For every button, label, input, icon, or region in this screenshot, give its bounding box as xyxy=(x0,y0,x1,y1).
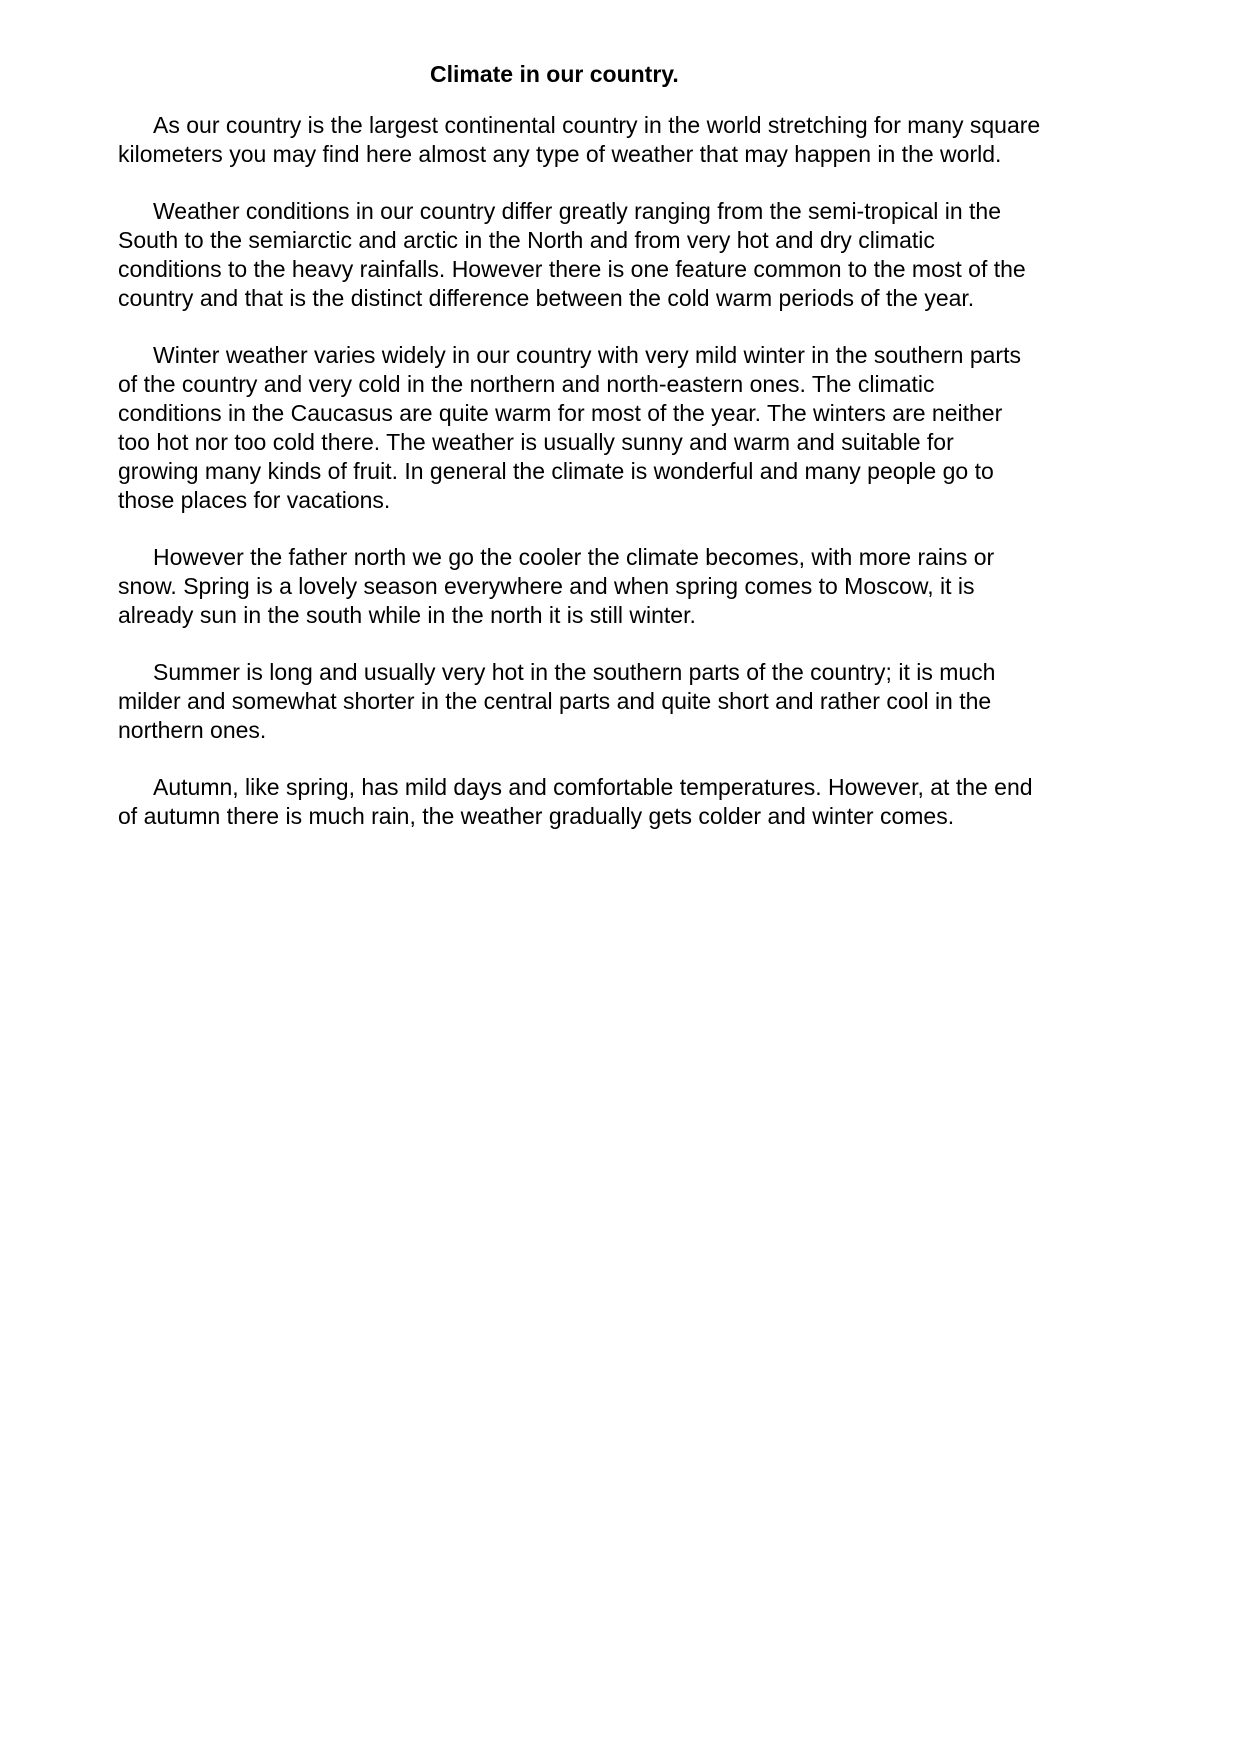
paragraph-line: milder and somewhat shorter in the central parts and quite short and rather cool in the xyxy=(118,688,992,714)
paragraph-line: conditions in the Caucasus are quite warm for most of the year. The winters are neither xyxy=(118,400,1003,426)
paragraph-line: snow. Spring is a lovely season everywhere and when spring comes to Moscow, it is xyxy=(118,573,975,599)
paragraph-5 xyxy=(118,658,1128,745)
paragraph-line: Autumn, like spring, has mild days and comfortable temperatures. However, at the end xyxy=(153,774,1033,800)
paragraph-line: northern ones. xyxy=(118,717,267,743)
paragraph-line: too hot nor too cold there. The weather is usually sunny and warm and suitable for xyxy=(118,429,954,455)
document-page xyxy=(118,60,1128,831)
paragraph-line: growing many kinds of fruit. In general the climate is wonderful and many people go to xyxy=(118,458,994,484)
paragraph-1 xyxy=(118,111,1128,169)
paragraph-line: South to the semiarctic and arctic in the North and from very hot and dry climatic xyxy=(118,227,935,253)
paragraph-line: Weather conditions in our country differ greatly ranging from the semi-tropical in the xyxy=(153,198,1002,224)
paragraph-2 xyxy=(118,197,1128,313)
paragraph-6 xyxy=(118,773,1128,831)
paragraph-line: country and that is the distinct difference between the cold warm periods of the year. xyxy=(118,285,975,311)
paragraph-line: of autumn there is much rain, the weather gradually gets colder and winter comes. xyxy=(118,803,955,829)
paragraph-line: Summer is long and usually very hot in the southern parts of the country; it is much xyxy=(153,659,996,685)
paragraph-line: As our country is the largest continental country in the world stretching for many square xyxy=(153,112,1041,138)
paragraph-line: However the father north we go the cooler the climate becomes, with more rains or xyxy=(153,544,995,570)
paragraph-line: conditions to the heavy rainfalls. However there is one feature common to the most of the xyxy=(118,256,1026,282)
paragraph-line: of the country and very cold in the northern and north-eastern ones. The climatic xyxy=(118,371,935,397)
paragraph-4 xyxy=(118,543,1128,630)
paragraph-line: those places for vacations. xyxy=(118,487,391,513)
paragraph-3 xyxy=(118,341,1128,515)
paragraph-line: Winter weather varies widely in our country with very mild winter in the southern parts xyxy=(153,342,1021,368)
document-title: Climate in our country. xyxy=(430,61,679,87)
paragraph-line: kilometers you may find here almost any type of weather that may happen in the world. xyxy=(118,141,1002,167)
paragraph-line: already sun in the south while in the north it is still winter. xyxy=(118,602,696,628)
